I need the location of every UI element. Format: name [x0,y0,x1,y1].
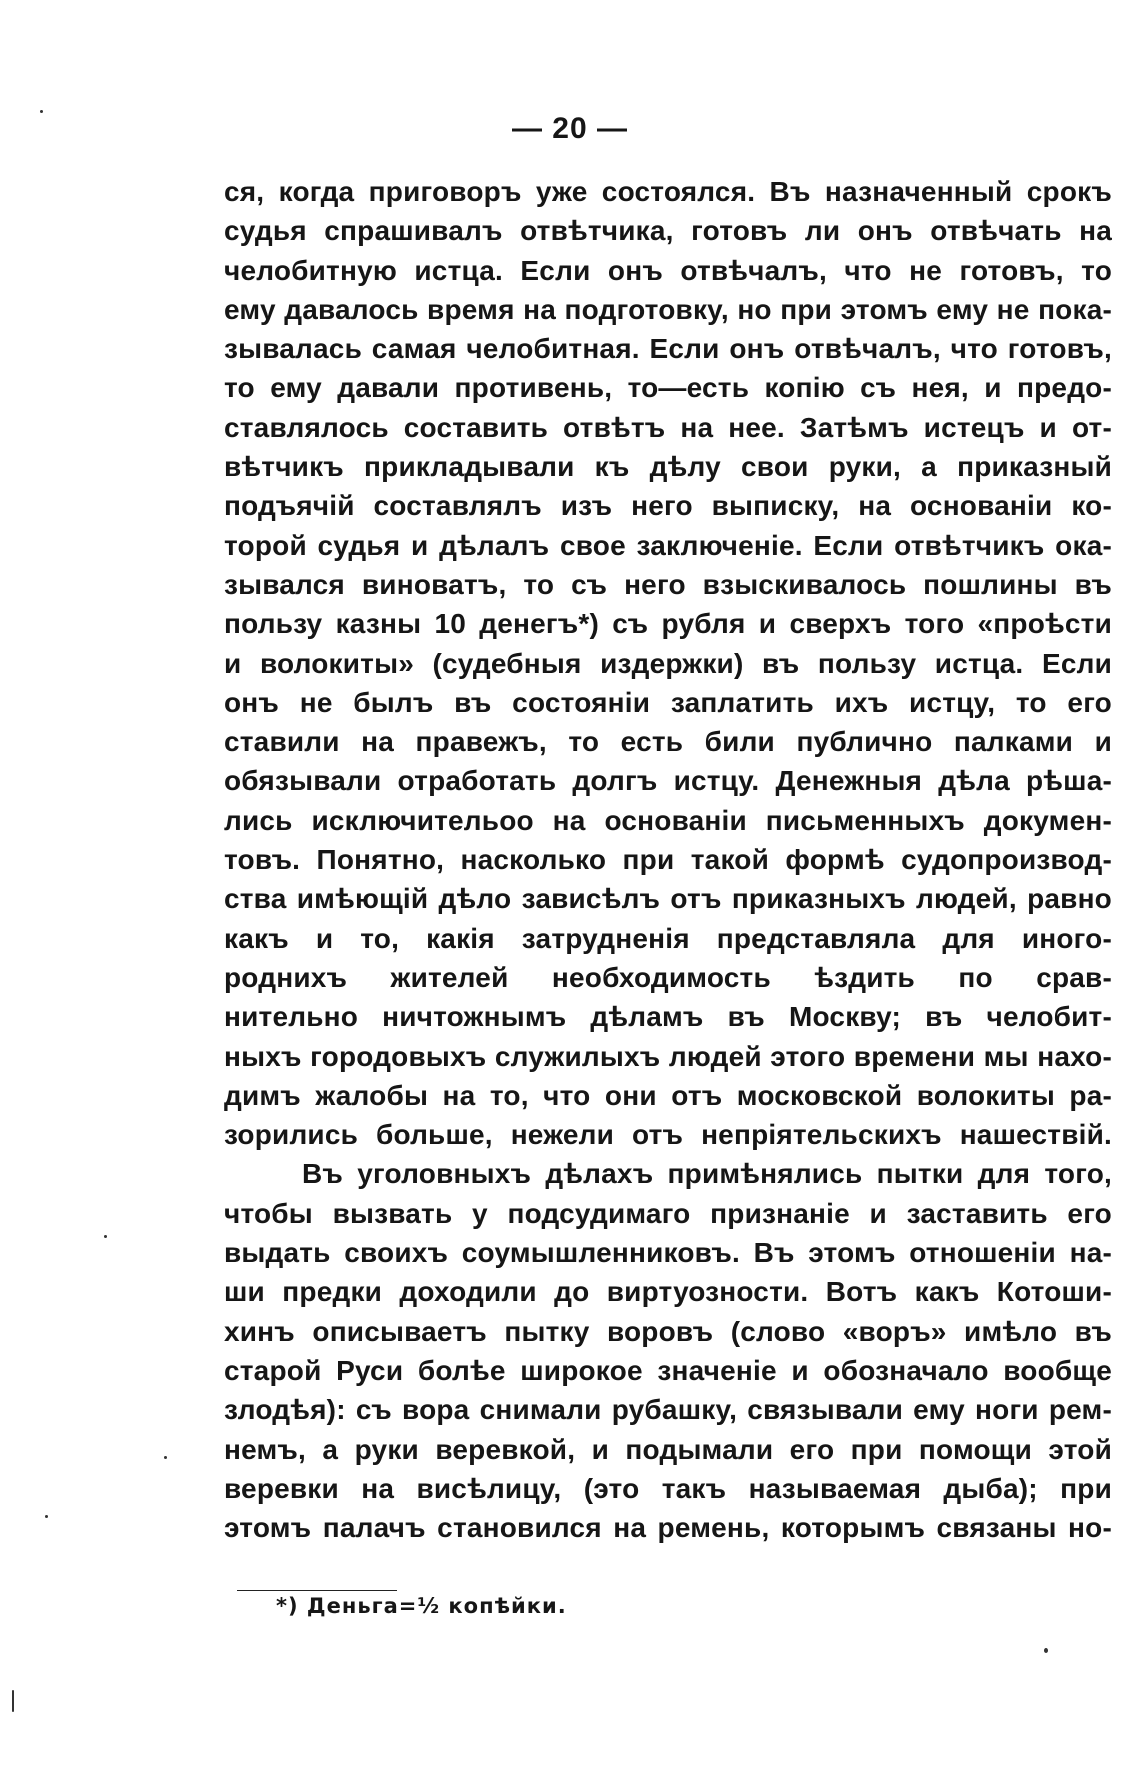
text-line: зорились больше, нежели отъ непріятельскихъ нашествій. [224,1119,1112,1151]
scan-speck [45,1515,48,1518]
text-line: ныхъ городовыхъ служилыхъ людей этого времени мы нахо- [224,1040,1112,1072]
text-line: немъ, а руки веревкой, и подымали его при помощи этой [224,1433,1112,1465]
text-line: ставлялось составить отвѣтъ на нее. Затѣмъ истецъ и от- [224,411,1112,443]
text-line: пользу казны 10 денегъ*) съ рубля и сверхъ того «проѣсти [224,608,1112,640]
page-number: — 20 — [511,112,629,145]
text-line: злодѣя): съ вора снимали рубашку, связывали ему ноги рем- [224,1394,1112,1426]
body-text [224,172,1112,1547]
scan-speck [1044,1648,1048,1653]
text-line: зывался виноватъ, то съ него взыскивалось пошлины въ [224,568,1112,600]
text-line: ставили на правежъ, то есть били публично палками и [224,726,1112,758]
text-line: ства имѣющій дѣло зависѣлъ отъ приказныхъ людей, равно [224,883,1112,915]
text-line: выдать своихъ соумышленниковъ. Въ этомъ отношеніи на- [224,1237,1112,1269]
text-line: судья спрашивалъ отвѣтчика, готовъ ли онъ отвѣчать на [224,215,1112,247]
scan-speck [104,1235,107,1238]
text-line: веревки на висѣлицу, (это такъ называемая дыба); при [224,1472,1112,1504]
text-line: вѣтчикъ прикладывали къ дѣлу свои руки, а приказный [224,451,1112,483]
text-line: хинъ описываетъ пытку воровъ (слово «воръ» имѣло въ [224,1315,1112,1347]
text-line: этомъ палачъ становился на ремень, которымъ связаны но- [224,1512,1112,1544]
text-line: челобитную истца. Если онъ отвѣчалъ, что не готовъ, то [224,254,1112,286]
text-line: то ему давали противень, то—есть копію съ нея, и предо- [224,372,1112,404]
paragraph-start-line: Въ уголовныхъ дѣлахъ примѣнялись пытки для того, [302,1158,1112,1190]
scan-speck [12,1690,14,1712]
text-line: чтобы вызвать у подсудимаго признаніе и заставить его [224,1197,1112,1229]
text-line: димъ жалобы на то, что они отъ московской волокиты ра- [224,1079,1112,1111]
text-line: старой Руси болѣе широкое значеніе и обозначало вообще [224,1354,1112,1386]
text-line: нительно ничтожнымъ дѣламъ въ Москву; въ челобит- [224,1001,1112,1033]
text-line: обязывали отработать долгъ истцу. Денежныя дѣла рѣша- [224,765,1112,797]
text-line: ему давалось время на подготовку, но при этомъ ему не пока- [224,293,1112,325]
text-line: торой судья и дѣлалъ свое заключеніе. Если отвѣтчикъ ока- [224,529,1112,561]
text-line: роднихъ жителей необходимость ѣздить по срав- [224,961,1112,993]
text-line: лись исключительоо на основаніи письменныхъ докумен- [224,804,1112,836]
text-line: ся, когда приговоръ уже состоялся. Въ назначенный срокъ [224,176,1112,207]
text-line: товъ. Понятно, насколько при такой формѣ судопроизвод- [224,844,1112,876]
text-line: ши предки доходили до виртуозности. Вотъ какъ Котоши- [224,1276,1112,1308]
footnote: *) Деньга=½ копѣйки. [276,1594,567,1618]
footnote-divider [237,1590,397,1591]
text-line: зывалась самая челобитная. Если онъ отвѣчалъ, что готовъ, [224,333,1112,365]
text-line: какъ и то, какія затрудненія представляла для иного- [224,922,1112,954]
text-line: подъячій составлялъ изъ него выписку, на основаніи ко- [224,490,1112,522]
text-line: онъ не былъ въ состояніи заплатить ихъ истцу, то его [224,686,1112,718]
scan-speck [40,110,43,113]
scan-speck [164,1456,167,1459]
text-line: и волокиты» (судебныя издержки) въ пользу истца. Если [224,647,1112,679]
